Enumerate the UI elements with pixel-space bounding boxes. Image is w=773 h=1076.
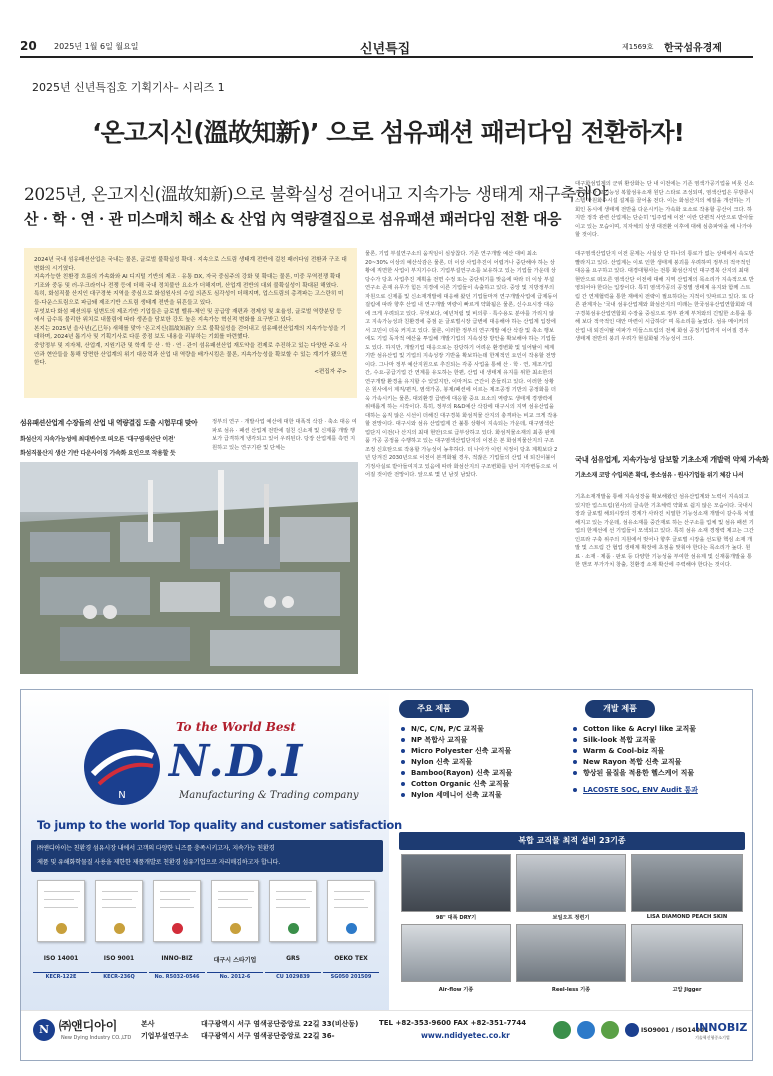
product-item: Cotton Organic 신축 교직물 — [401, 779, 512, 790]
article-column-2: 물론, 기업 부설연구소의 움직임이 심상찮다. 기존 연구개발 예산 대비 최소 20~30% 이상의 예산삭감은 물론, 더 이상 사업추진이 어렵거나 중단해야 하는 상황에 직면한 사업이 부지기수다. 기업부설연구소를 보유하고 있는 기업들 가운데 상당수가 당초 사업추진 계획을 전면 수정 또는 중단위기를 맞음에 따라 더 이상 부설연구소 존재 유무가 힘든 지경에 이른 기업들이 속출하고 있다. 중앙 및 지방정부의 자원으로 신제품 및 신소재개발에 대응해 왔던 기업들마저 연구개발사업에 급제동이 걸림에 따라 향후 산업 내 연구개발 역량이 빠르게 약화됨은 물론, 신수요시장 대응에 크게 우려되고 있다. 무엇보다, 예년처럼 및 비의류 · 특수용도 분야를 가리지 않고 지속가능성과 친환경에 중점 둔 글로벌시장 급변에 대응해야 하는 산업계 입장에서 고민이 더욱 커지고 있다. 물론, 이러한 정부의 연구개발 예산 삭감 및 축소 행보에도 기업 독자적 예산을 투입해 개발기업의 지속성장 방안을 확보해야 하는 기업들도 있다. 하지만, 개발기업 대응으로는 감당하기 어려운 환경변화 및 일어탈이 체계기반 섬유산업 및 기업의 지속성장 기반을 확보하는데 한계적인 요인이 작용할 전망이다. 그나마 정부 예산지원으로 추진되는 각종 사업을 통해 산 · 학 · 연, 제조기업 간, 수요-공급기업 간 연계를 유도하는 한편, 산업 내 생태계 유지를 위한 최소한의 연구개발 환경을 유지할 수 있었지만, 이마저도 근간이 흔들리고 있다. 이러한 상황은 원사에서 제직/편직, 염색가공, 봉제/패션에 이르는 제조공정 기반의 공정화를 더욱 가속시키는 물론, 대외환경 급변에 대응할 중요 요소의 역량도 생태계 경쟁력에 위태롭게 하는 시작이다. 특히, 정부의 R&D예산 삭감에 대구시의 지역 섬유산업을 대하는 움직 않은 시선이 더해진 대구경북 화섬직물 산지의 충격파는 비교 크게 작용할 전망이다. 대구시와 섬유 산업업계 간 불통 상황이 지속되는 가운데, 대구염색산업단지 이전(나 산지의 최대 현안)으로 급부상하고 있다. 화섬직물소재의 최종 완제품 가공 공정을 수행하고 있는 대구염색산업단지의 이전은 본 화섬직물산지의 구조조정 신호탄으로 작용할 가능성이 농후하다. 더 나아가 이런 식정이 당초 계획보다 2년 당겨진 2030년으로 이전이 본격화될 경우, 적잖은 기업들의 산업 내 퇴진이불이 기정사실로 받아들여지고 있음에 따라 화섬산지의 구조변화를 넘어 지각변동으로 이어질 것이란 전망이다. 앞으로 몇 년 남짓 남았다. — [365, 251, 558, 478]
side-subhead-1: 화섬산지 지속가능성에 최대변수로 떠오른 '대구염색산단 이전' — [20, 436, 175, 443]
machine-caption: 98" 대폭 DRY기 — [435, 915, 477, 921]
summary-paragraph: 본지는 2025년 을사년(乙巳年) 새해를 맞아 '온고지신(溫故知新)' 으로 불확실성을 걷어내고 섬유패션산업계의 지속가능성을 기대하며, 2024년 톱기사 및 기획기사로 다룬 중점 보도 내용을 리뷰하는 기회를 마련했다. — [34, 325, 346, 341]
cert-name: ISO 9001 — [103, 955, 135, 962]
cert-code: No. 2012-6 — [207, 972, 263, 980]
cert-name: ISO 14001 — [43, 955, 79, 962]
machine-caption: Reel-less 기종 — [551, 987, 591, 993]
summary-paragraph: 무엇보다 화섬 패션의류 일변도의 제조기반 기업들은 글로벌 벨류-체인 및 공급망 재편과 경제성 및 효율성, 글로벌 역량분담 등에서 급수록 불리한 위치로 내몰림에 따라 생존을 담보한 강도 높은 지속가능 혁신적 변화를 요구받고 있다. — [34, 308, 342, 324]
product-item: New Rayon 복합 신축 교직물 — [573, 757, 698, 768]
eco-badge-icon — [601, 1021, 619, 1039]
product-item: NP 복합사 교직물 — [401, 735, 512, 746]
iso-badge-icon — [625, 1023, 639, 1037]
ad-intro-line: ㈜앤디아이는 친환경 섬유시장 내에서 고객의 다양한 니즈를 충족시키고자, 지속가능 친환경 — [37, 845, 275, 852]
certificate-iso9001 — [95, 880, 143, 942]
footer-logo-icon: N — [33, 1019, 55, 1041]
cert-name: INNO-BIZ — [161, 955, 193, 962]
machine-caption: LISA DIAMOND PEACH SKIN — [646, 914, 728, 920]
product-item: Micro Polyester 신축 교직물 — [401, 746, 512, 757]
article-text-right-top: 대구화섬업계의 군위 환상화는 단 내 이전에는 기존 염색가공기업을 비롯 신소재 고부가 고기능성 복합섬유소재 원단 스타로 조성되며, 염색산업은 무방류시스템 자원화수시설 설계를 끌어올 전다. 이는 화섬산지의 체질을 개선하는 기회인 동시에 생태계 전반을 다운시키는 가속화 요소로 작용할 공산이 크다. 하지만 정작 관련 산업계는 단순히 '입주업체 이전' 이란 단편적 사안으로 받아들이고 있는 모습이며, 지자체의 상생 대전환 이후에 대해 심층파악을 해 나가야 할 것이다. — [575, 181, 754, 238]
machine-photo — [631, 924, 743, 982]
footer-brand: ㈜앤디아이 — [59, 1019, 118, 1033]
certificate-star — [211, 880, 259, 942]
footer-innobiz-sub: 기술혁신형중소기업 — [695, 1035, 730, 1040]
equipment-banner: 복합 교직물 최적 설비 23기종 — [399, 832, 745, 850]
product-item-highlight: LACOSTE SOC, ENV Audit 통과 — [573, 785, 698, 796]
main-products-list — [401, 724, 512, 801]
product-item: Warm & Cool-biz 직물 — [573, 746, 698, 757]
subheadline-1: 2025년, 온고지신(溫故知新)으로 불확실성 걷어내고 지속가능 생태계 재구축해야 — [24, 185, 608, 205]
cert-name: 대구시 스타기업 — [213, 957, 257, 964]
ad-intro-line: 제품 및 유해화학물질 사용을 제한한 제품개발로 친환경 섬유기업으로 자리매김하고자 합니다. — [37, 859, 280, 866]
cert-code: KECR-122E — [33, 972, 89, 980]
newspaper-name: 한국섬유경제 — [664, 43, 722, 54]
cert-code: CU 1029839 — [265, 972, 321, 980]
right-section-body: 기초소재개발을 통해 지속성장을 확보해왔던 섬유산업계와 노력이 지속되고 있지만 업스트림(원사)의 글속한 기초체력 약화로 쉽지 않은 모습이다. 국내시장과 글로벌 해외시장의 경계가 사라진 치열한 기능성소재 개발이 갈수록 치열해지고 있는 가운데, 섬유소재를 중간재로 하는 산구소를 업체 및 섬유 패션 기업의 한계선에 선 기업들이 모색되고 있다. 특히 섬유 소재 경쟁력 제고는 그간 인프라 구축 위주의 지원에서 벗어나 향후 글로벌 시장을 선도할 핵심 소재 개발 및 스트림 간 협업 생태계 확장에 초점을 맞춰야 한다는 목소리가 높다. 원료 · 소재 · 제품 · 판로 등 다양한 기능성을 부여한 섬유제 및 신재품개발을 통한 맨코 부가가치 창출, 친환경 소재 확산에 주력해야 한다는 것이다. — [575, 494, 754, 568]
section-title: 신년특집 — [360, 42, 411, 57]
machine-caption: 고압 Jigger — [672, 987, 702, 993]
page-header — [20, 38, 753, 58]
certificate-grs — [269, 880, 317, 942]
machine-photo — [401, 854, 511, 912]
industrial-complex-photo — [20, 462, 358, 674]
ad-intro — [31, 840, 383, 872]
editor-summary-box — [24, 248, 357, 398]
summary-paragraph: 지속가능한 친환경 흐름의 가속화와 AI 디지털 기반의 제조 · 유통 DX, 자국 중심주의 강화 및 확대는 물론, 미중 무역전쟁 확대 기조와 중동 및 러-우크라이나 전쟁 등에 더해 국내 정치불안 요소가 더해지며, 산업계 전반의 대외 불확실성이 확대된 해였다. — [34, 274, 341, 289]
product-item: Nylon 세메니어 신축 교직물 — [401, 790, 512, 801]
machine-photo — [516, 854, 626, 912]
machine-photo — [516, 924, 626, 982]
editor-signature: <편집자 주> — [314, 368, 347, 375]
product-item: Cotton like & Acryl like 교직물 — [573, 724, 698, 735]
footer-website[interactable]: www.ndidyetec.co.kr — [421, 1031, 510, 1040]
ad-brand-sub: Manufacturing & Trading company — [179, 790, 359, 801]
ad-left-panel — [21, 690, 402, 1060]
svg-text:N: N — [118, 790, 126, 801]
right-section-headline: 국내 섬유업계, 지속가능성 담보할 기초소재 개발력 약체 가속화 — [575, 455, 769, 464]
cert-code: SG050 201509 — [323, 972, 379, 980]
ad-slogan: To jump to the world Top quality and customer satisfaction — [37, 818, 402, 832]
summary-paragraph: 중앙정부 및 지자체, 산업계, 지원기관 및 학계 등 산 · 학 · 연 · 관이 섬유패션산업 재도약을 전제로 추진하고 있는 다양한 주요 사안과 현안들을 통해 당면한 산업계의 위기 대응력과 산업 내 역량을 배가시킴은 물론, 지속가능성을 확보할 수 있는 계기가 됐으면 한다. — [34, 342, 347, 367]
product-item: 향상된 물질을 적용한 헬스케어 직물 — [573, 768, 698, 779]
machine-caption: 보일오프 정련기 — [552, 915, 590, 921]
footer-tel-fax: TEL +82-353-9600 FAX +82-351-7744 — [379, 1019, 527, 1027]
footer-brand-en: New Dying Industry CO.,LTD — [61, 1035, 132, 1041]
summary-paragraph: 2024년 국내 섬유패션산업은 국내는 물론, 글로벌 불확실성 확대 · 지속으로 스트림 생태계 전반에 걸친 패러다임 전환과 구조 대변화의 시기였다. — [34, 257, 347, 272]
product-item: Nylon 신축 교직물 — [401, 757, 512, 768]
ndi-advertisement — [20, 689, 753, 1061]
certificates — [33, 880, 379, 990]
ad-tagline: To the World Best — [176, 720, 296, 734]
factory-illustration — [20, 462, 358, 674]
ndi-logo-icon — [81, 726, 163, 808]
footer-innobiz: INNOBIZ — [695, 1021, 748, 1034]
article-column-1b: 정부의 연구 · 개발사업 예산에 대한 대폭적 삭감 · 축소 대응 여파로 섬유 · 패션 산업계 전반에 걸친 신소재 및 신제품 개발 행보가 급격하게 냉각되고 있어 우려된다. 당장 산업계를 측면 지원하고 있는 연구기관 및 단체는 — [212, 419, 357, 451]
article-column-3: 대구염색산업단지 이전 문제는 사실상 단 하나의 통로가 없는 상태에서 속도만 빨라지고 있다. 산업계는 이로 인한 생태계 붕괴를 우려하며 정부의 적극적인 대응을 요구하고 있다. 대경대형사는 전통 화섬산지인 대구경북 산지의 최대 현안으로 떠오른 염색산단 이전에 대해 지역 산업계의 목소리가 지속적으로 반영되어야 한다는 입장이다. 특히 염색가공의 공정별 생태계 유지와 함께 스트림 간 연계협력을 통한 재배치 전략이 필요하다는 지적이 잇따르고 있다. 또 다른 관계자는 '국내 섬유산업계와 화섬산지의 미래는 한국섬유산업연합회와 대구경북섬유산업연합회 수장을 중심으로 정부 관계 부처와의 긴밀한 소통을 통해 보다 적극적인 대안 마련이 시급하다' 며 목소리를 높였다. 섬유 메이커의 산업 내 퇴진이탈 여파가 미들스트림의 전체 화섬 공정기업까지 이어질 경우 생태계 전반의 붕괴 우려가 현실화될 가능성이 크다. — [575, 251, 754, 342]
issue-date: 2025년 1월 6일 월요일 — [54, 42, 139, 51]
summary-paragraph: 특히, 화섬직물 산지인 대구경북 지역을 중심으로 화섬원사의 수입 의존도 심각성이 더해지며, 업스트림의 총격파는 고스란히 미들-다운스트림으로 파급돼 제조기반 스트림 생태계 전반을 뒤흔들고 있다. — [34, 291, 344, 306]
hq-label: 본사 — [141, 1020, 155, 1028]
machine-photo — [631, 854, 743, 912]
footer-iso: ISO9001 / ISO14001 — [641, 1027, 709, 1034]
side-subhead-2: 화섬직물산지 생산 기반 다운사이징 가속화 요인으로 작용할 듯 — [20, 450, 176, 457]
certificate-iso14001 — [37, 880, 85, 942]
page-number: 20 — [20, 39, 37, 53]
certificate-innobiz — [153, 880, 201, 942]
right-section-subhead: 기초소재 코망 수입의존 확대, 중소섬유 · 원사기업들 위기 체감 나서 — [575, 472, 744, 479]
ad-brand: N.D.I — [169, 736, 305, 787]
cert-name: GRS — [286, 955, 300, 962]
lab-address: 대구광역시 서구 염색공단중앙로 22길 36- — [201, 1032, 335, 1040]
certificate-oekotex — [327, 880, 375, 942]
cert-code: KECR-236Q — [91, 972, 147, 980]
main-products-title: 주요 제품 — [399, 700, 469, 718]
dev-products-title: 개발 제품 — [585, 700, 655, 718]
dev-products-list — [573, 724, 698, 796]
series-label: 2025년 신년특집호 기획기사– 시리즈 1 — [32, 81, 225, 94]
machine-caption: Air-flow 기종 — [438, 987, 474, 993]
ad-footer — [21, 1010, 752, 1060]
lab-label: 기업부설연구소 — [141, 1032, 189, 1040]
issue-number: 제1569호 — [622, 43, 654, 51]
cert-name: OEKO TEX — [334, 955, 368, 962]
eco-badge-icon — [553, 1021, 571, 1039]
eco-badge-icon — [577, 1021, 595, 1039]
cert-code: No. R5032-0546 — [149, 972, 205, 980]
product-item: Silk-look 복합 교직물 — [573, 735, 698, 746]
headline: ‘온고지신(溫故知新)’ 으로 섬유패션 패러다임 전환하자! — [92, 118, 684, 147]
subheadline-2: 산 · 학 · 연 · 관 미스매치 해소 & 산업 內 역량결집으로 섬유패션 패러다임 전환 대응 — [24, 210, 561, 228]
hq-address: 대구광역시 서구 염색공단중앙로 22길 33(비산동) — [201, 1020, 359, 1028]
side-headline: 섬유패션산업계 수장들의 산업 내 역량결집 도출 시험무대 맞아 — [20, 419, 198, 427]
machine-photo — [401, 924, 511, 982]
product-item: Bamboo(Rayon) 신축 교직물 — [401, 768, 512, 779]
product-item: N/C, C/N, P/C 교직물 — [401, 724, 512, 735]
